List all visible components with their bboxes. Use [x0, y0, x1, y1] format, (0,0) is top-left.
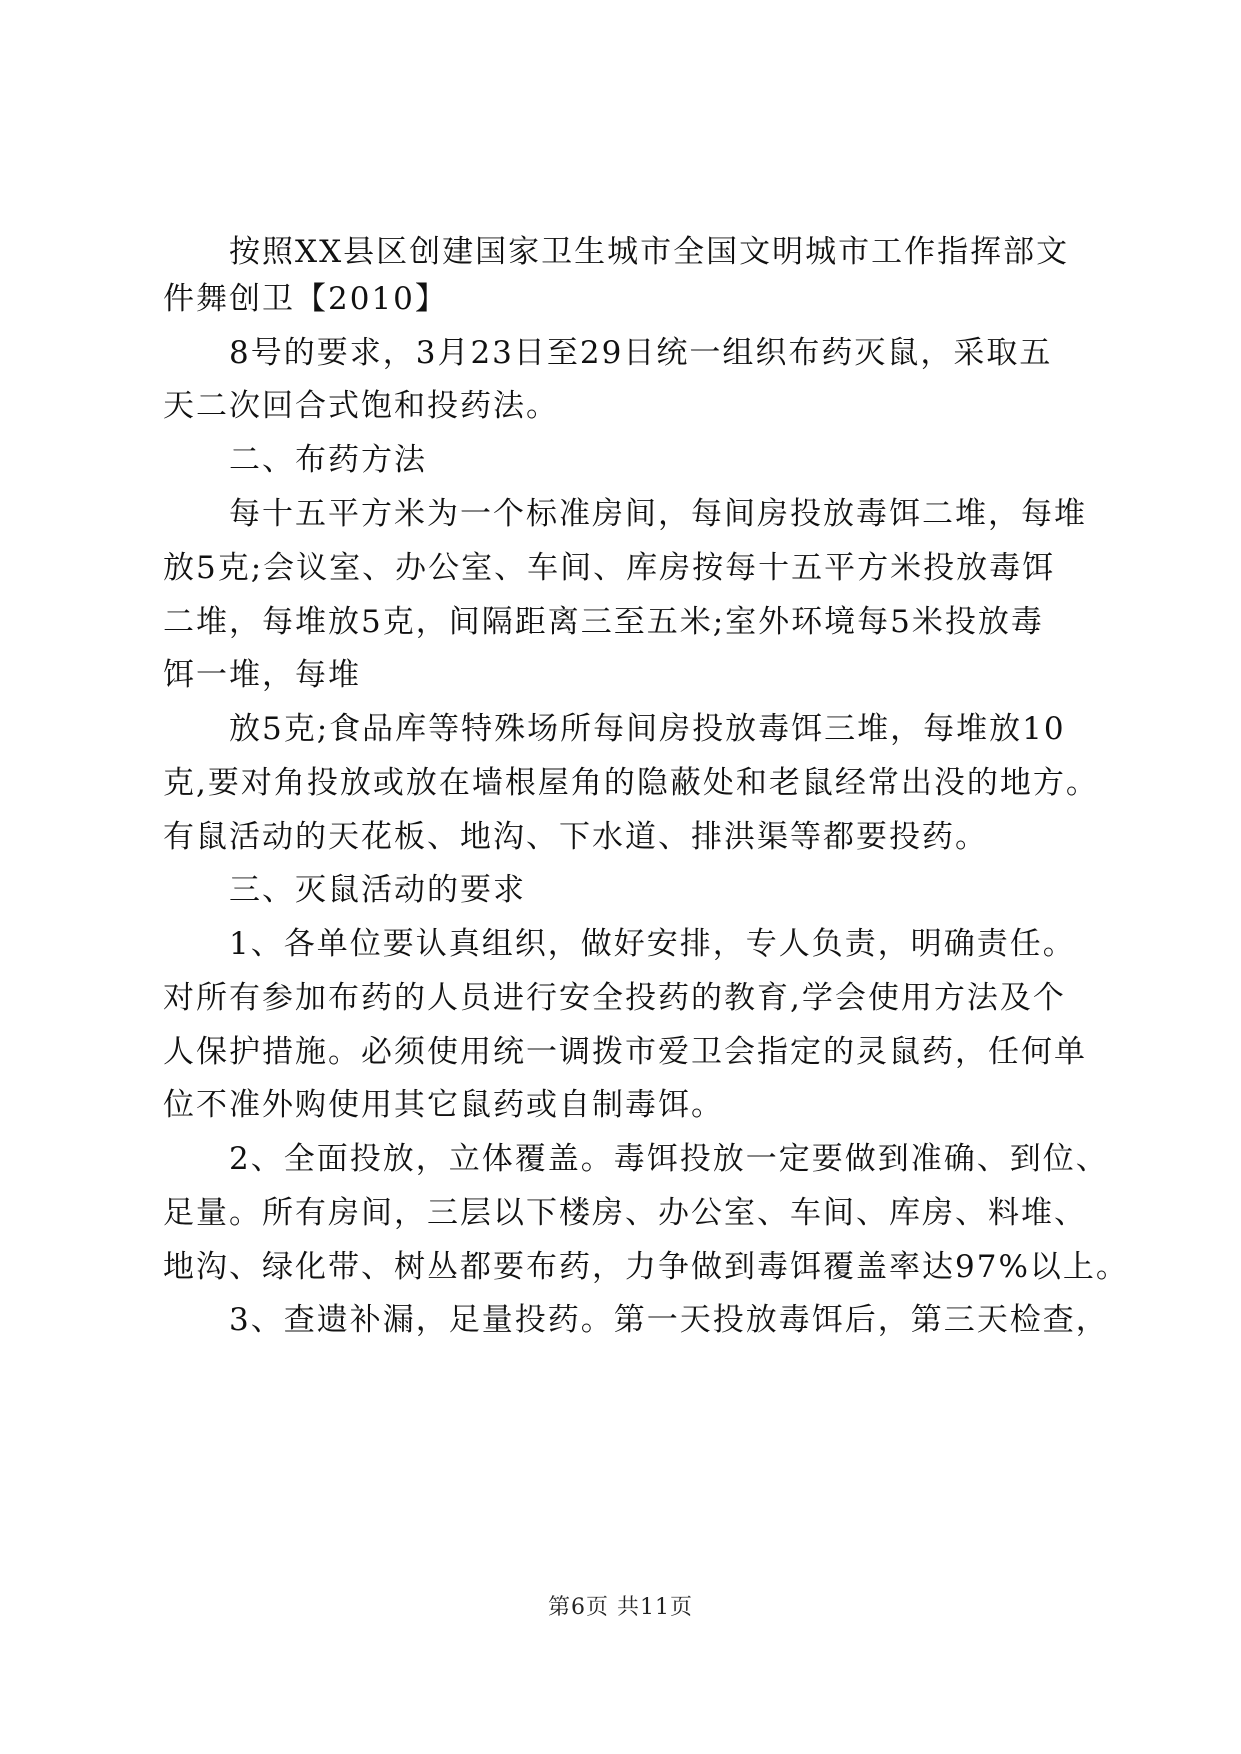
section-heading: 三、灭鼠活动的要求 [163, 872, 526, 908]
text-line: 对所有参加布药的人员进行安全投药的教育,学会使用方法及个 [163, 980, 1066, 1016]
text-line: 地沟、绿化带、树丛都要布药，力争做到毒饵覆盖率达97%以上。 [163, 1249, 1129, 1285]
text-line: 位不准外购使用其它鼠药或自制毒饵。 [163, 1087, 724, 1123]
text-line: 二堆，每堆放5克，间隔距离三至五米;室外环境每5米投放毒 [163, 604, 1044, 640]
section-heading: 二、布药方法 [163, 442, 427, 478]
text-line: 有鼠活动的天花板、地沟、下水道、排洪渠等都要投药。 [163, 819, 988, 855]
text-line: 人保护措施。必须使用统一调拨市爱卫会指定的灵鼠药，任何单 [163, 1034, 1087, 1070]
text-line: 克,要对角投放或放在墙根屋角的隐蔽处和老鼠经常出没的地方。 [163, 765, 1099, 801]
text-line: 放5克;会议室、办公室、车间、库房按每十五平方米投放毒饵 [163, 550, 1056, 586]
text-line: 天二次回合式饱和投药法。 [163, 388, 559, 424]
text-line: 饵一堆，每堆 [163, 657, 361, 693]
text-line: 件舞创卫【2010】 [163, 281, 448, 317]
text-line: 每十五平方米为一个标准房间，每间房投放毒饵二堆，每堆 [163, 496, 1087, 532]
text-line: 放5克;食品库等特殊场所每间房投放毒饵三堆，每堆放10 [163, 711, 1066, 747]
page-indicator: 第6页 共11页 [548, 1595, 693, 1620]
text-line: 2、全面投放，立体覆盖。毒饵投放一定要做到准确、到位、 [163, 1141, 1109, 1177]
text-line: 3、查遗补漏，足量投药。第一天投放毒饵后，第三天检查， [163, 1302, 1109, 1338]
text-line: 1、各单位要认真组织，做好安排，专人负责，明确责任。 [163, 926, 1076, 962]
text-line: 足量。所有房间，三层以下楼房、办公室、车间、库房、料堆、 [163, 1195, 1087, 1231]
text-line: 8号的要求，3月23日至29日统一组织布药灭鼠，采取五 [163, 335, 1053, 371]
text-line: 按照XX县区创建国家卫生城市全国文明城市工作指挥部文 [163, 234, 1070, 270]
